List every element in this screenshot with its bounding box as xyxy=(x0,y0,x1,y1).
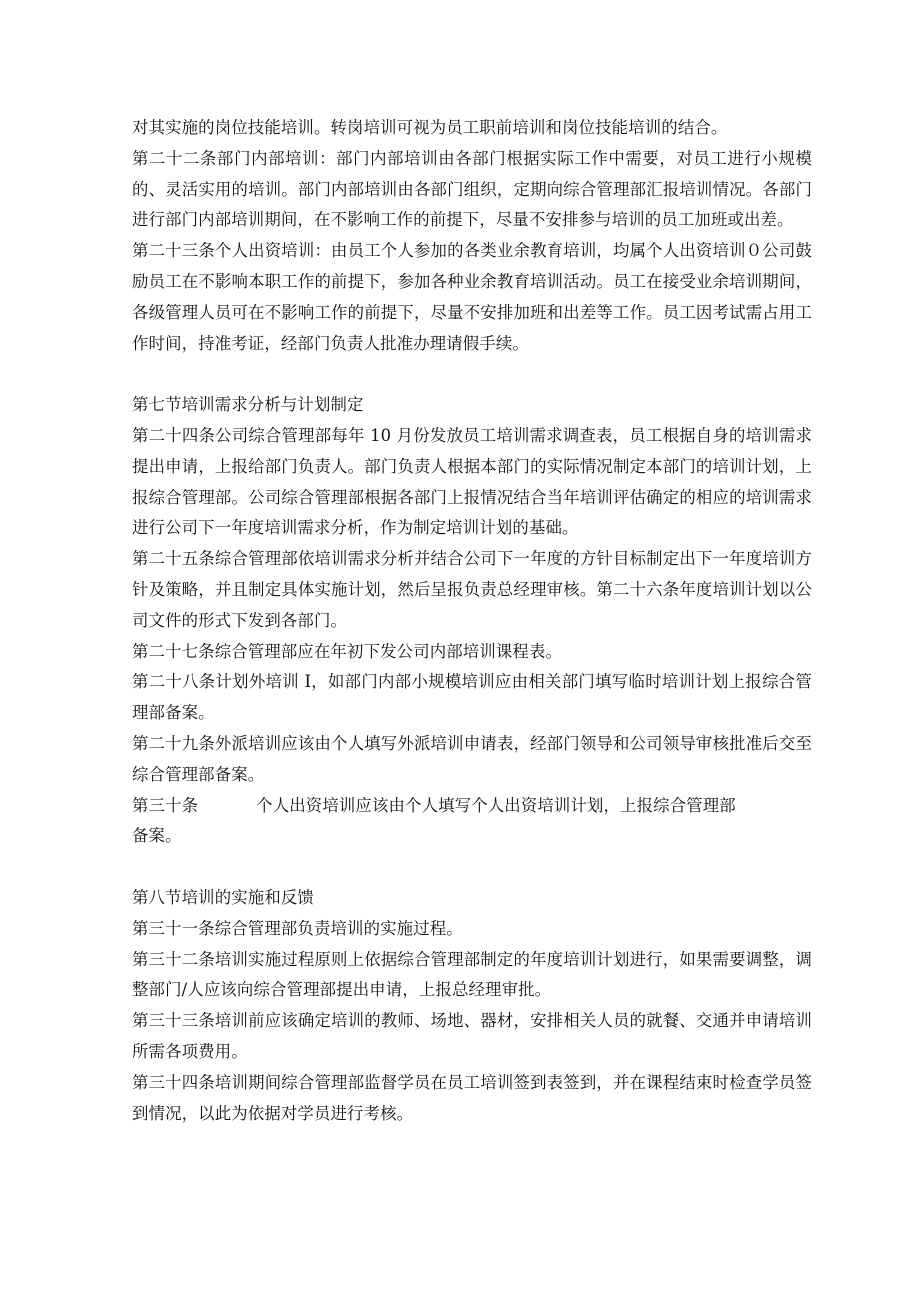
section-7-title: 第七节培训需求分析与计划制定 xyxy=(132,395,364,415)
paragraph-article-33: 第三十三条培训前应该确定培训的教师、场地、器材，安排相关人员的就餐、交通并申请培训所需各项费用。 xyxy=(132,1011,812,1061)
paragraph-article-24: 第二十四条公司综合管理部每年 10 月份发放员工培训需求调查表，员工根据自身的培训需求提出申请，上报给部门负责人。部门负责人根据本部门的实际情况制定本部门的培训计划，上报综合管理部。公司综合管理部根据各部门上报情况结合当年培训评估确定的相应的培训需求进行公司下一年度培训需求分析，作为制定培训计划的基础。 xyxy=(132,425,812,538)
paragraph-article-34: 第三十四条培训期间综合管理部监督学员在员工培训签到表签到，并在课程结束时检查学员签到情况，以此为依据对学员进行考核。 xyxy=(132,1072,812,1123)
paragraph-article-27: 第二十七条综合管理部应在年初下发公司内部培训课程表。 xyxy=(132,641,563,661)
paragraph-transfer-training-end: 对其实施的岗位技能培训。转岗培训可视为员工职前培训和岗位技能培训的结合。 xyxy=(132,118,728,137)
paragraph-article-22: 第二十二条部门内部培训：部门内部培训由各部门根据实际工作中需要，对员工进行小规模的、灵活实用的培训。部门内部培训由各部门组织，定期向综合管理部汇报培训情况。各部门进行部门内部培训期间，在不影响工作的前提下，尽量不安排参与培训的员工加班或出差。 xyxy=(132,148,812,230)
paragraph-article-30-tail: 备案。 xyxy=(132,826,182,846)
paragraph-article-32: 第三十二条培训实施过程原则上依据综合管理部制定的年度培训计划进行，如果需要调整，调整部门/人应该向综合管理部提出申请，上报总经理审批。 xyxy=(132,949,812,1000)
paragraph-article-29: 第二十九条外派培训应该由个人填写外派培训申请表，经部门领导和公司领导审核批准后交至综合管理部备案。 xyxy=(132,733,812,784)
section-8-title: 第八节培训的实施和反馈 xyxy=(132,887,314,907)
document-body xyxy=(132,113,812,1129)
paragraph-article-30 xyxy=(132,791,812,822)
article-30-text: 个人出资培训应该由个人填写个人出资培训计划，上报综合管理部 xyxy=(256,795,736,815)
paragraph-article-31: 第三十一条综合管理部负责培训的实施过程。 xyxy=(132,918,463,938)
paragraph-article-28: 第二十八条计划外培训 I，如部门内部小规模培训应由相关部门填写临时培训计划上报综合管理部备案。 xyxy=(132,672,812,723)
paragraph-article-23: 第二十三条个人出资培训：由员工个人参加的各类业余教育培训，均属个人出资培训０公司鼓励员工在不影响本职工作的前提下，参加各种业余教育培训活动。员工在接受业余培训期间，各级管理人员可在不影响工作的前提下，尽量不安排加班和出差等工作。员工因考试需占用工作时间，持准考证，经部门负责人批准办理请假手续。 xyxy=(132,241,812,353)
paragraph-article-25-26: 第二十五条综合管理部依培训需求分析并结合公司下一年度的方针目标制定出下一年度培训方针及策略，并且制定具体实施计划，然后呈报负责总经理审核。第二十六条年度培训计划以公司文件的形式下发到各部门。 xyxy=(132,549,812,630)
article-30-label: 第三十条 xyxy=(132,795,199,815)
